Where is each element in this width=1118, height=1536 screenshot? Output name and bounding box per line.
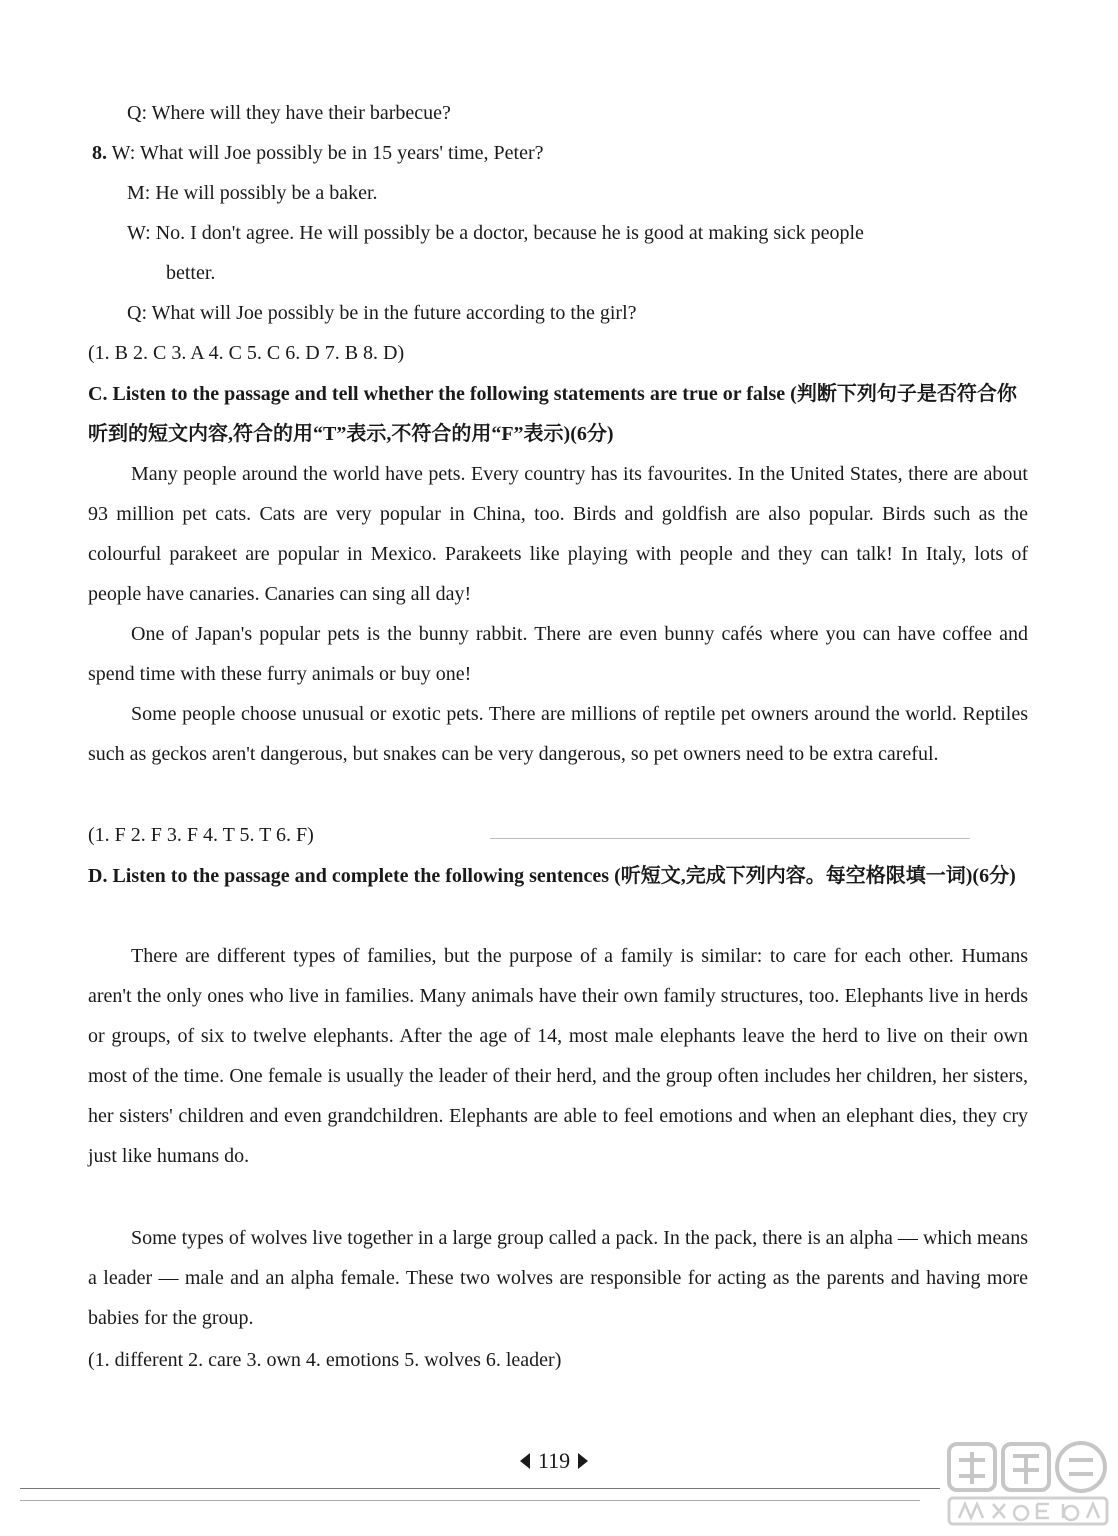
dialogue-text: What will Joe possibly be in 15 years' time, Peter? xyxy=(139,142,544,164)
triangle-left-icon xyxy=(520,1453,530,1469)
section-title-en: C. Listen to the passage and tell whether the following statements are true or false xyxy=(88,383,786,405)
footer-rule-2 xyxy=(20,1500,920,1501)
section-title-cn: (判断下列句子是否符合你听到的短文内容,符合的用“T”表示,不符合的用“F”表示)(6分) xyxy=(88,383,1017,445)
answers-section-c: (1. F 2. F 3. F 4. T 5. T 6. F) xyxy=(88,824,314,846)
dialogue-text: No. I don't agree. He will possibly be a doctor, because he is good at making sick people xyxy=(155,222,864,244)
page-footer xyxy=(520,1448,588,1474)
q8-man-line xyxy=(127,180,378,206)
question-number: 8. xyxy=(92,142,107,164)
section-title-en: D. Listen to the passage and complete the following sentences xyxy=(88,865,610,887)
section-d-paragraph-2: Some types of wolves live together in a large group called a pack. In the pack, there is an alpha — which means a leader — male and an alpha female. These two wolves are responsible for acting as the parents and having more babies for the group. xyxy=(88,1227,1028,1329)
question-text: Where will they have their barbecue? xyxy=(151,102,451,124)
speaker-label: W: xyxy=(127,222,151,244)
answers-section-b: (1. B 2. C 3. A 4. C 5. C 6. D 7. B 8. D) xyxy=(88,342,405,364)
q8-woman-line-1 xyxy=(92,140,544,166)
section-c-paragraph-1: Many people around the world have pets. Every country has its favourites. In the United States, there are about 93 million pet cats. Cats are very popular in China, too. Birds and goldfish are also popular. Birds such as the colourful parakeet are popular in Mexico. Parakeets like playing with people and they can talk! In Italy, lots of people have canaries. Canaries can sing all day! xyxy=(88,463,1028,605)
section-c-title xyxy=(88,374,1033,454)
section-d-title xyxy=(88,856,1033,896)
answers-section-d: (1. different 2. care 3. own 4. emotions 5. wolves 6. leader) xyxy=(88,1349,562,1371)
page-number: 119 xyxy=(538,1448,571,1473)
speaker-label: W: xyxy=(111,142,136,164)
speaker-label: Q: xyxy=(127,102,147,124)
footer-rule xyxy=(20,1488,940,1489)
dialogue-text: He will possibly be a baker. xyxy=(155,182,378,204)
scan-artifact-line xyxy=(490,838,970,839)
speaker-label: M: xyxy=(127,182,151,204)
speaker-label: Q: xyxy=(127,302,147,324)
watermark-logo xyxy=(945,1440,1110,1530)
q8-woman-line-2-cont xyxy=(166,260,215,286)
triangle-right-icon xyxy=(578,1453,588,1469)
section-title-cn: (听短文,完成下列内容。每空格限填一词)(6分) xyxy=(614,865,1016,887)
dialogue-text: better. xyxy=(166,262,216,284)
q8-woman-line-2 xyxy=(127,220,864,246)
q7-question xyxy=(127,100,451,126)
q8-question xyxy=(127,300,637,326)
section-d-paragraph-1: There are different types of families, but the purpose of a family is similar: to care for each other. Humans aren't the only ones who live in families. Many animals have their own family structures, too. Elephants live in herds or groups, of six to twelve elephants. After the age of 14, most male elephants leave the herd to live on their own most of the time. One female is usually the leader of their herd, and the group often includes her children, her sisters, her sisters' children and even grandchildren. Elephants are able to feel emotions and when an elephant dies, they cry just like humans do. xyxy=(88,945,1028,1167)
section-c-paragraph-2: One of Japan's popular pets is the bunny rabbit. There are even bunny cafés where you can have coffee and spend time with these furry animals or buy one! xyxy=(88,623,1028,685)
question-text: What will Joe possibly be in the future according to the girl? xyxy=(151,302,637,324)
section-c-paragraph-3: Some people choose unusual or exotic pets. There are millions of reptile pet owners around the world. Reptiles such as geckos aren't dangerous, but snakes can be very dangerous, so pet owners need to be extra careful. xyxy=(88,703,1028,765)
